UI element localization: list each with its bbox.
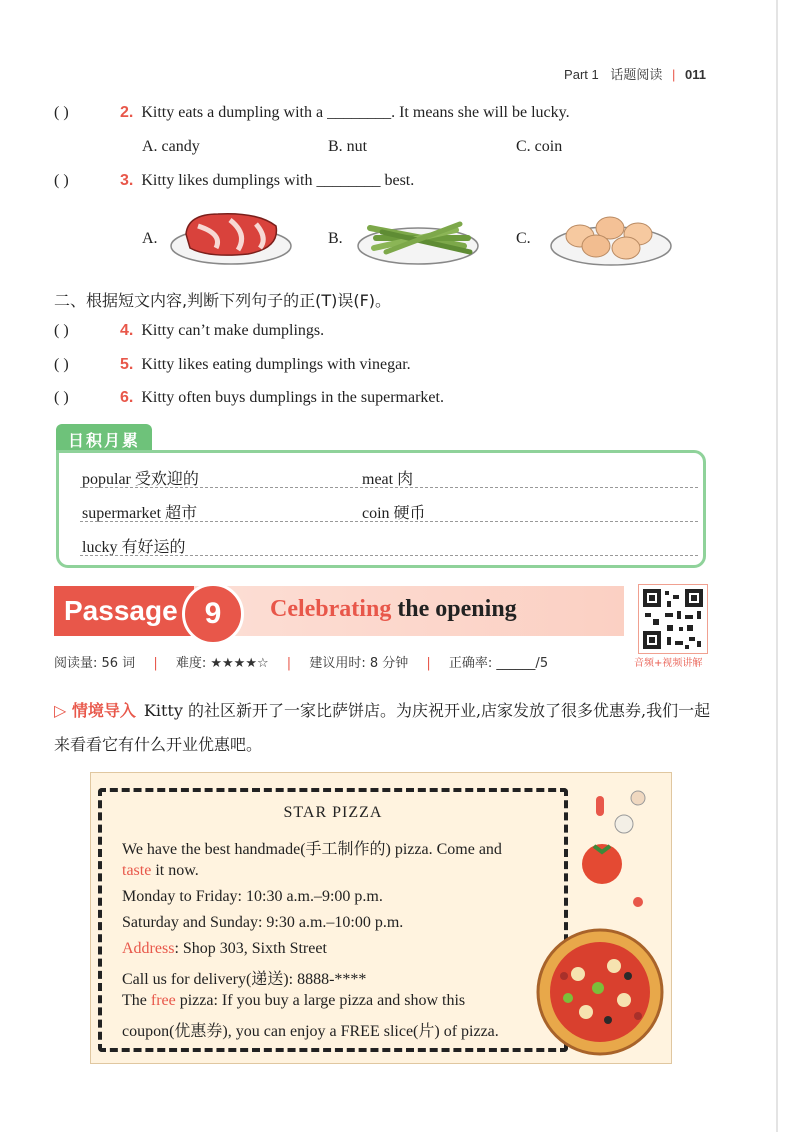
vocab-item: lucky 有好运的 — [82, 539, 186, 556]
vocab-tab: 日积月累 — [56, 424, 152, 455]
intro-label-text: 情境导入 — [71, 701, 136, 720]
highlight-word: Address — [122, 940, 175, 957]
answer-blank[interactable]: ( ) — [54, 104, 69, 121]
answer-blank[interactable]: ( ) — [54, 389, 69, 406]
pizza-illustration-icon — [528, 780, 670, 1060]
qr-code-icon[interactable] — [638, 584, 708, 654]
question-5 — [54, 356, 411, 374]
section-2-title: 二、根据短文内容,判断下列句子的正(T)误(F)。 — [54, 291, 392, 310]
intro-text: Kitty 的社区新开了一家比萨饼店。为庆祝开业,店家发放了很多优惠券,我们一起来看看它有什么开业优惠吧。 — [54, 701, 711, 754]
difficulty: 难度: ★★★★☆ — [175, 656, 269, 671]
page-number: 011 — [685, 67, 706, 82]
question-4 — [54, 322, 324, 340]
vocab-divider — [80, 555, 698, 556]
coupon-line: coupon(优惠券), you can enjoy a FREE slice(片) of pizza. — [122, 1023, 499, 1040]
question-3 — [54, 172, 414, 190]
play-triangle-icon: ▷ — [54, 701, 72, 720]
vocab-divider — [80, 487, 698, 488]
coupon-line: Monday to Friday: 10:30 a.m.–9:00 p.m. — [122, 888, 383, 905]
question-number: 6. — [120, 389, 134, 406]
divider: | — [426, 656, 431, 671]
question-text: Kitty likes eating dumplings with vinegar. — [141, 356, 411, 373]
q3-option-c-label[interactable]: C. — [516, 230, 531, 247]
coupon-line-rest: pizza: If you buy a large pizza and show this — [175, 992, 466, 1009]
header-divider: | — [672, 67, 676, 82]
question-6 — [54, 389, 444, 407]
coupon-line-start: The — [122, 992, 151, 1009]
question-number: 2. — [120, 104, 134, 121]
coupon-line-rest: : Shop 303, Sixth Street — [174, 940, 327, 957]
reading-count: 阅读量: 56 词 — [54, 656, 136, 671]
q3-option-a-label[interactable]: A. — [142, 230, 158, 247]
question-number: 5. — [120, 356, 134, 373]
coupon-line: Saturday and Sunday: 9:30 a.m.–10:00 p.m. — [122, 914, 404, 931]
suggested-time: 建议用时: 8 分钟 — [309, 656, 409, 671]
coupon-line — [122, 940, 327, 958]
eggs-plate-icon — [548, 206, 674, 268]
answer-blank[interactable]: ( ) — [54, 322, 69, 339]
divider: | — [286, 656, 292, 671]
coupon-line: We have the best handmade(手工制作的) pizza. Come and — [122, 841, 502, 858]
question-text: Kitty often buys dumplings in the supermarket. — [141, 389, 444, 406]
accuracy: 正确率: ______/5 — [448, 656, 549, 671]
passage-info — [54, 652, 548, 671]
vocab-item: coin 硬币 — [362, 505, 426, 522]
question-number: 3. — [120, 172, 134, 189]
passage-title-highlight: Celebrating — [270, 596, 392, 622]
intro — [54, 694, 714, 762]
meat-plate-icon — [168, 204, 294, 268]
question-text: Kitty can’t make dumplings. — [141, 322, 325, 339]
q3-option-b-label[interactable]: B. — [328, 230, 343, 247]
page-edge — [776, 0, 778, 1132]
green-beans-plate-icon — [356, 208, 480, 268]
question-text: Kitty eats a dumpling with a ________. It means she will be lucky. — [141, 104, 570, 121]
q2-option-a[interactable]: A. candy — [142, 138, 200, 155]
answer-blank[interactable]: ( ) — [54, 172, 69, 189]
coupon-line-rest: it now. — [151, 862, 199, 879]
vocab-divider — [80, 521, 698, 522]
qr-label: 音频+视频讲解 — [634, 658, 703, 669]
passage-label: Passage — [54, 586, 194, 636]
passage-number: 9 — [182, 583, 244, 645]
coupon-line — [122, 862, 199, 880]
header-part: Part 1 — [564, 67, 599, 82]
q2-option-b[interactable]: B. nut — [328, 138, 368, 155]
coupon-title: STAR PIZZA — [283, 804, 383, 821]
question-2 — [54, 104, 570, 122]
passage-title-rest: the opening — [391, 596, 517, 622]
question-number: 4. — [120, 322, 134, 339]
divider: | — [153, 656, 158, 671]
q2-option-c[interactable]: C. coin — [516, 138, 563, 155]
answer-blank[interactable]: ( ) — [54, 356, 69, 373]
coupon-line — [122, 992, 465, 1010]
vocab-item: meat 肉 — [362, 471, 414, 488]
header-topic: 话题阅读 — [610, 68, 663, 83]
vocab-item: supermarket 超市 — [82, 505, 198, 522]
intro-label — [54, 701, 136, 720]
vocab-item: popular 受欢迎的 — [82, 471, 199, 488]
passage-title — [270, 596, 517, 623]
question-text: Kitty likes dumplings with ________ best. — [141, 172, 415, 189]
highlight-word: taste — [122, 862, 152, 879]
highlight-word: free — [150, 992, 176, 1009]
page-header — [564, 64, 706, 83]
coupon-line: Call us for delivery(递送): 8888-**** — [122, 971, 367, 988]
